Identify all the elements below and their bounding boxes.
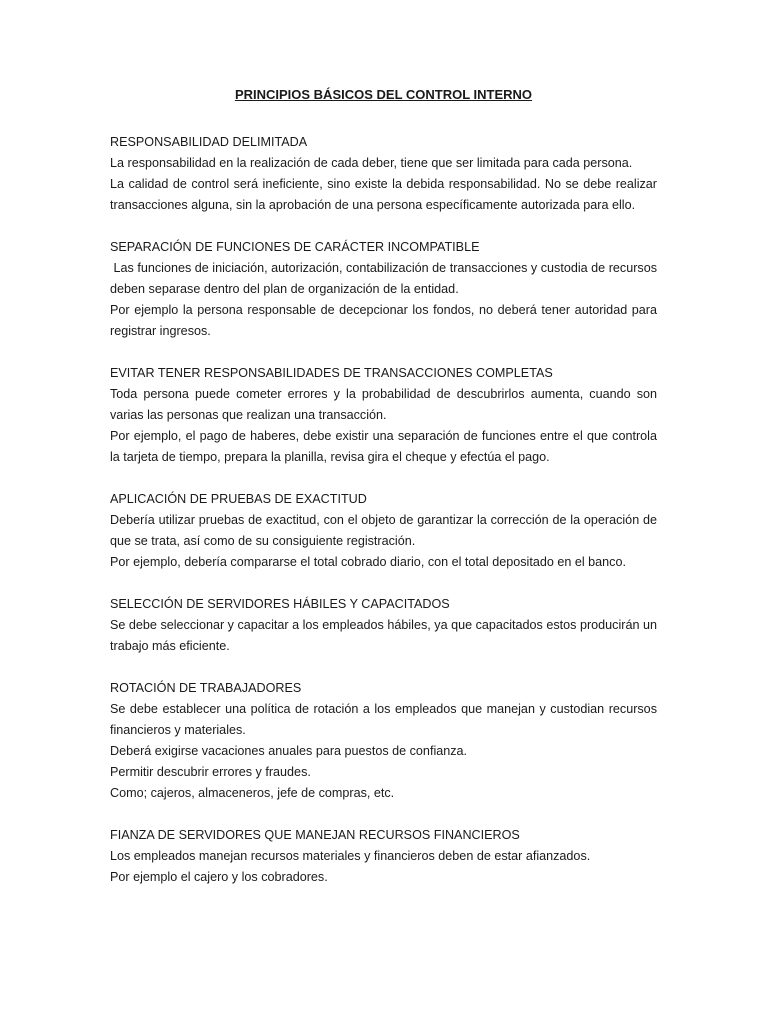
section-paragraph: Se debe establecer una política de rotación a los empleados que manejan y custodian recursos financieros y materiales. [110,702,657,737]
section-responsabilidad-delimitada [110,132,657,216]
section-paragraph: Los empleados manejan recursos materiales y financieros deben de estar afianzados. [110,849,591,863]
section-paragraph: Permitir descubrir errores y fraudes. [110,765,311,779]
section-heading: ROTACIÓN DE TRABAJADORES [110,681,302,695]
section-heading: FIANZA DE SERVIDORES QUE MANEJAN RECURSOS FINANCIEROS [110,828,520,842]
section-paragraph: Como; cajeros, almaceneros, jefe de compras, etc. [110,786,395,800]
section-evitar-responsabilidades [110,363,657,468]
document-page [110,84,657,909]
section-fianza-servidores [110,825,657,888]
section-heading: APLICACIÓN DE PRUEBAS DE EXACTITUD [110,492,367,506]
section-heading: SELECCIÓN DE SERVIDORES HÁBILES Y CAPACITADOS [110,597,450,611]
section-pruebas-exactitud [110,489,657,573]
section-heading: EVITAR TENER RESPONSABILIDADES DE TRANSACCIONES COMPLETAS [110,366,553,380]
section-heading: SEPARACIÓN DE FUNCIONES DE CARÁCTER INCOMPATIBLE [110,240,480,254]
section-paragraph: Deberá exigirse vacaciones anuales para puestos de confianza. [110,744,468,758]
section-paragraph: Por ejemplo, debería compararse el total cobrado diario, con el total depositado en el banco. [110,555,626,569]
section-rotacion-trabajadores [110,678,657,804]
section-heading: RESPONSABILIDAD DELIMITADA [110,135,308,149]
document-title: PRINCIPIOS BÁSICOS DEL CONTROL INTERNO [234,87,533,102]
section-separacion-funciones [110,237,657,342]
section-paragraph: La calidad de control será ineficiente, sino existe la debida responsabilidad. No se debe realizar transacciones alguna, sin la aprobación de una persona específicamente autorizada para ello. [110,177,657,212]
section-paragraph: Toda persona puede cometer errores y la probabilidad de descubrirlos aumenta, cuando son varias las personas que realizan una transacción. [110,387,657,422]
section-paragraph: Por ejemplo la persona responsable de decepcionar los fondos, no deberá tener autoridad para registrar ingresos. [110,303,657,338]
section-paragraph: La responsabilidad en la realización de cada deber, tiene que ser limitada para cada persona. [110,156,633,170]
section-paragraph: Se debe seleccionar y capacitar a los empleados hábiles, ya que capacitados estos producirán un trabajo más eficiente. [110,618,657,653]
section-paragraph: Por ejemplo el cajero y los cobradores. [110,870,328,884]
section-seleccion-servidores [110,594,657,657]
section-paragraph: Por ejemplo, el pago de haberes, debe existir una separación de funciones entre el que controla la tarjeta de tiempo, prepara la planilla, revisa gira el cheque y efectúa el pago. [110,429,657,464]
section-paragraph: Debería utilizar pruebas de exactitud, con el objeto de garantizar la corrección de la operación de que se trata, así como de su consiguiente registración. [110,513,657,548]
section-paragraph: Las funciones de iniciación, autorización, contabilización de transacciones y custodia de recursos deben separase dentro del plan de organización de la entidad. [110,261,657,296]
